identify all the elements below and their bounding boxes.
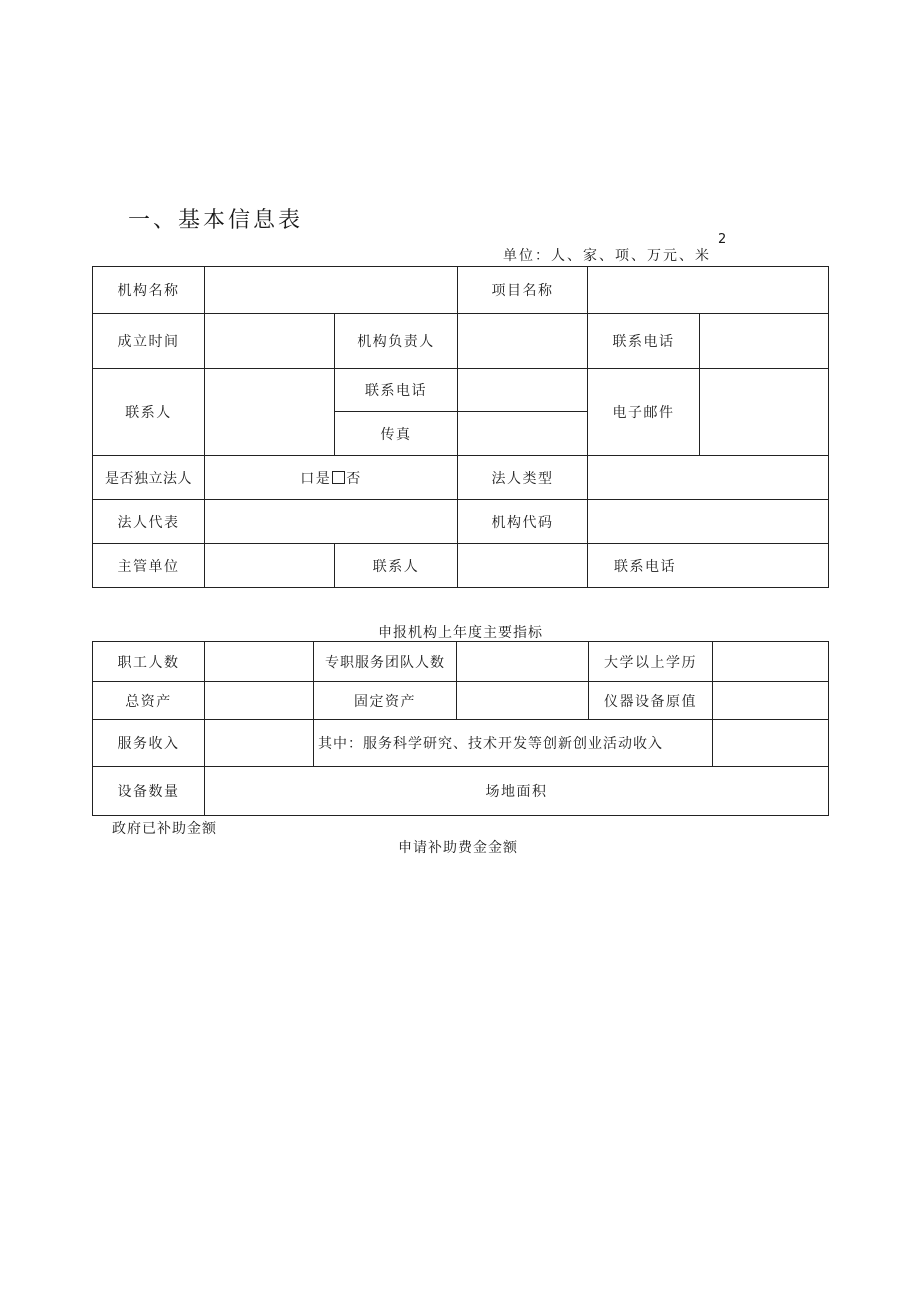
service-team-label: 专职服务团队人数 (313, 641, 457, 682)
service-income-field[interactable] (204, 719, 314, 767)
equipment-value-field[interactable] (712, 681, 829, 720)
legal-rep-field[interactable] (204, 499, 458, 544)
founded-label: 成立时间 (92, 313, 205, 369)
contact-phone-label: 联系电话 (334, 368, 458, 412)
unit-superscript: 2 (718, 232, 727, 247)
contact-field[interactable] (204, 368, 335, 456)
supervisor-field[interactable] (204, 543, 335, 588)
org-head-field[interactable] (457, 313, 588, 369)
org-code-label: 机构代码 (457, 499, 588, 544)
project-name-label: 项目名称 (457, 266, 588, 314)
legal-rep-label: 法人代表 (92, 499, 205, 544)
org-name-field[interactable] (204, 266, 458, 314)
service-income-label: 服务收入 (92, 719, 205, 767)
fax-label: 传真 (334, 411, 458, 456)
founded-field[interactable] (204, 313, 335, 369)
supervisor-contact-field[interactable] (457, 543, 588, 588)
service-team-field[interactable] (456, 641, 589, 682)
legal-type-field[interactable] (587, 455, 829, 500)
email-field[interactable] (699, 368, 829, 456)
org-head-label: 机构负责人 (334, 313, 458, 369)
site-area-label: 场地面积 (204, 766, 829, 816)
org-code-field[interactable] (587, 499, 829, 544)
degree-field[interactable] (712, 641, 829, 682)
phone-label: 联系电话 (587, 313, 700, 369)
equipment-value-label: 仪器设备原值 (588, 681, 713, 720)
yes-checkbox[interactable]: 口 (300, 470, 316, 487)
yes-label: 是 (315, 470, 332, 487)
project-name-field[interactable] (587, 266, 829, 314)
equipment-count-label: 设备数量 (92, 766, 205, 816)
independent-legal-choice (204, 455, 458, 500)
contact-label: 联系人 (92, 368, 205, 456)
email-label: 电子邮件 (587, 368, 700, 456)
staff-count-label: 职工人数 (92, 641, 205, 682)
no-label: 否 (346, 470, 362, 487)
supervisor-phone-label: 联系电话 (587, 543, 829, 588)
fixed-assets-field[interactable] (456, 681, 589, 720)
degree-label: 大学以上学历 (588, 641, 713, 682)
supervisor-label: 主管单位 (92, 543, 205, 588)
contact-phone-field[interactable] (457, 368, 588, 412)
total-assets-field[interactable] (204, 681, 314, 720)
phone-field[interactable] (699, 313, 829, 369)
unit-label: 单位：人、家、项、万元、米 (503, 248, 711, 264)
fax-field[interactable] (457, 411, 588, 456)
gov-subsidy-label: 政府已补助金额 (112, 821, 217, 837)
innovation-income-label: 其中：服务科学研究、技术开发等创新创业活动收入 (313, 719, 713, 767)
org-name-label: 机构名称 (92, 266, 205, 314)
total-assets-label: 总资产 (92, 681, 205, 720)
staff-count-field[interactable] (204, 641, 314, 682)
yes-option[interactable] (300, 468, 331, 488)
independent-legal-label: 是否独立法人 (92, 455, 205, 500)
apply-subsidy-label: 申请补助费金金额 (398, 840, 518, 856)
page-title: 一、基本信息表 (128, 208, 304, 233)
supervisor-contact-label: 联系人 (334, 543, 458, 588)
fixed-assets-label: 固定资产 (313, 681, 457, 720)
innovation-income-field[interactable] (712, 719, 829, 767)
indicators-caption: 申报机构上年度主要指标 (378, 625, 543, 641)
legal-type-label: 法人类型 (457, 455, 588, 500)
no-checkbox[interactable] (332, 471, 345, 484)
